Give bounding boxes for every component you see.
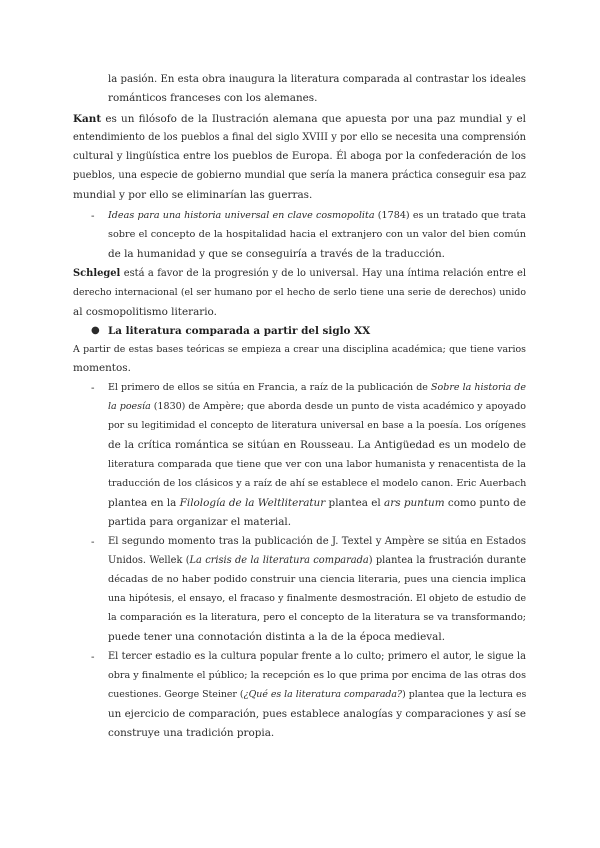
section-heading: La literatura comparada a partir del siglo XX: [108, 325, 371, 337]
text-line: obra y finalmente el público; la recepción es lo que prima por encima de las otras dos: [108, 670, 526, 681]
text-line: plantea en la Filología de la Weltliteratur plantea el ars puntum como punto de: [108, 497, 526, 509]
text-line: un ejercicio de comparación, pues establece analogías y comparaciones y así se: [108, 708, 526, 720]
kant-paragraph-line: Kant es un filósofo de la Ilustración alemana que apuesta por una paz mundial y el: [73, 113, 526, 125]
text-line: al cosmopolitismo literario.: [73, 306, 217, 318]
text-line: por su legitimidad el concepto de literatura universal en base a la poesía. Los orígenes: [108, 420, 526, 431]
book-title: Ideas para una historia universal en clave cosmopolita: [108, 210, 375, 221]
text-line: El tercer estadio es la cultura popular frente a lo culto; primero el autor, le sigue la: [108, 651, 526, 662]
text-line: de la crítica romántica se sitúan en Rousseau. La Antigüedad es un modelo de: [108, 439, 526, 451]
text-line: la poesía (1830) de Ampère; que aborda desde un punto de vista académico y apoyado: [108, 401, 526, 412]
dash-marker: -: [91, 210, 95, 222]
text-line: traducción de los clásicos y a raíz de ahí se establece el modelo canon. Eric Auerbach: [108, 478, 527, 489]
text-line: cultural y lingüística entre los pueblos de Europa. Él aboga por la confederación de los: [73, 151, 526, 162]
text-line: la pasión. En esta obra inaugura la literatura comparada al contrastar los ideales: [108, 74, 526, 85]
text-line: Ideas para una historia universal en clave cosmopolita (1784) es un tratado que trata: [108, 210, 526, 221]
text-line: sobre el concepto de la hospitalidad hacia el extranjero con un valor del bien común: [108, 229, 526, 240]
dash-marker: -: [91, 382, 95, 394]
text-line: partida para organizar el material.: [108, 516, 292, 528]
dash-marker: -: [91, 651, 95, 663]
text-line: momentos.: [73, 362, 131, 374]
text-line: la comparación es la literatura, pero el concepto de la literatura se va transformando;: [108, 612, 526, 623]
schlegel-name: Schlegel: [73, 268, 121, 279]
text-line: de la humanidad y que se conseguiría a través de la traducción.: [108, 248, 445, 260]
text-line: entendimiento de los pueblos a final del siglo XVIII y por ello se necesita una comprensión: [73, 132, 526, 143]
text-line: A partir de estas bases teóricas se empieza a crear una disciplina académica; que tiene varios: [73, 344, 526, 355]
text-line: pueblos, una especie de gobierno mundial que sería la manera práctica conseguir esa paz: [73, 170, 526, 181]
text-line: puede tener una connotación distinta a la de la época medieval.: [108, 631, 445, 643]
text-line: mundial y por ello se eliminarían las guerras.: [73, 189, 313, 201]
dash-marker: -: [91, 536, 95, 548]
text-line: Unidos. Wellek (La crisis de la literatura comparada) plantea la frustración durante: [108, 555, 527, 566]
text-line: construye una tradición propia.: [108, 727, 275, 739]
text-line: El segundo momento tras la publicación de J. Textel y Ampère se sitúa en Estados: [108, 536, 526, 547]
text-line: románticos franceses con los alemanes.: [108, 92, 318, 104]
text-line: cuestiones. George Steiner (¿Qué es la literatura comparada?) plantea que la lectura es: [108, 689, 527, 700]
kant-name: Kant: [73, 113, 102, 125]
text-line: derecho internacional (el ser humano por el hecho de serlo tiene una serie de derechos) unido: [73, 287, 526, 298]
text-line: El primero de ellos se sitúa en Francia, a raíz de la publicación de Sobre la historia de: [108, 382, 526, 393]
text-line: una hipótesis, el ensayo, el fracaso y finalmente desmostración. El objeto de estudio de: [108, 593, 526, 604]
text-line: literatura comparada que tiene que ver con una labor humanista y renacentista de la: [108, 459, 526, 470]
text-line: décadas de no haber podido construir una ciencia literaria, pues una ciencia implica: [108, 574, 526, 585]
schlegel-paragraph-line: Schlegel está a favor de la progresión y de lo universal. Hay una íntima relación entre el: [73, 268, 527, 279]
bullet-icon: ●: [91, 325, 100, 336]
